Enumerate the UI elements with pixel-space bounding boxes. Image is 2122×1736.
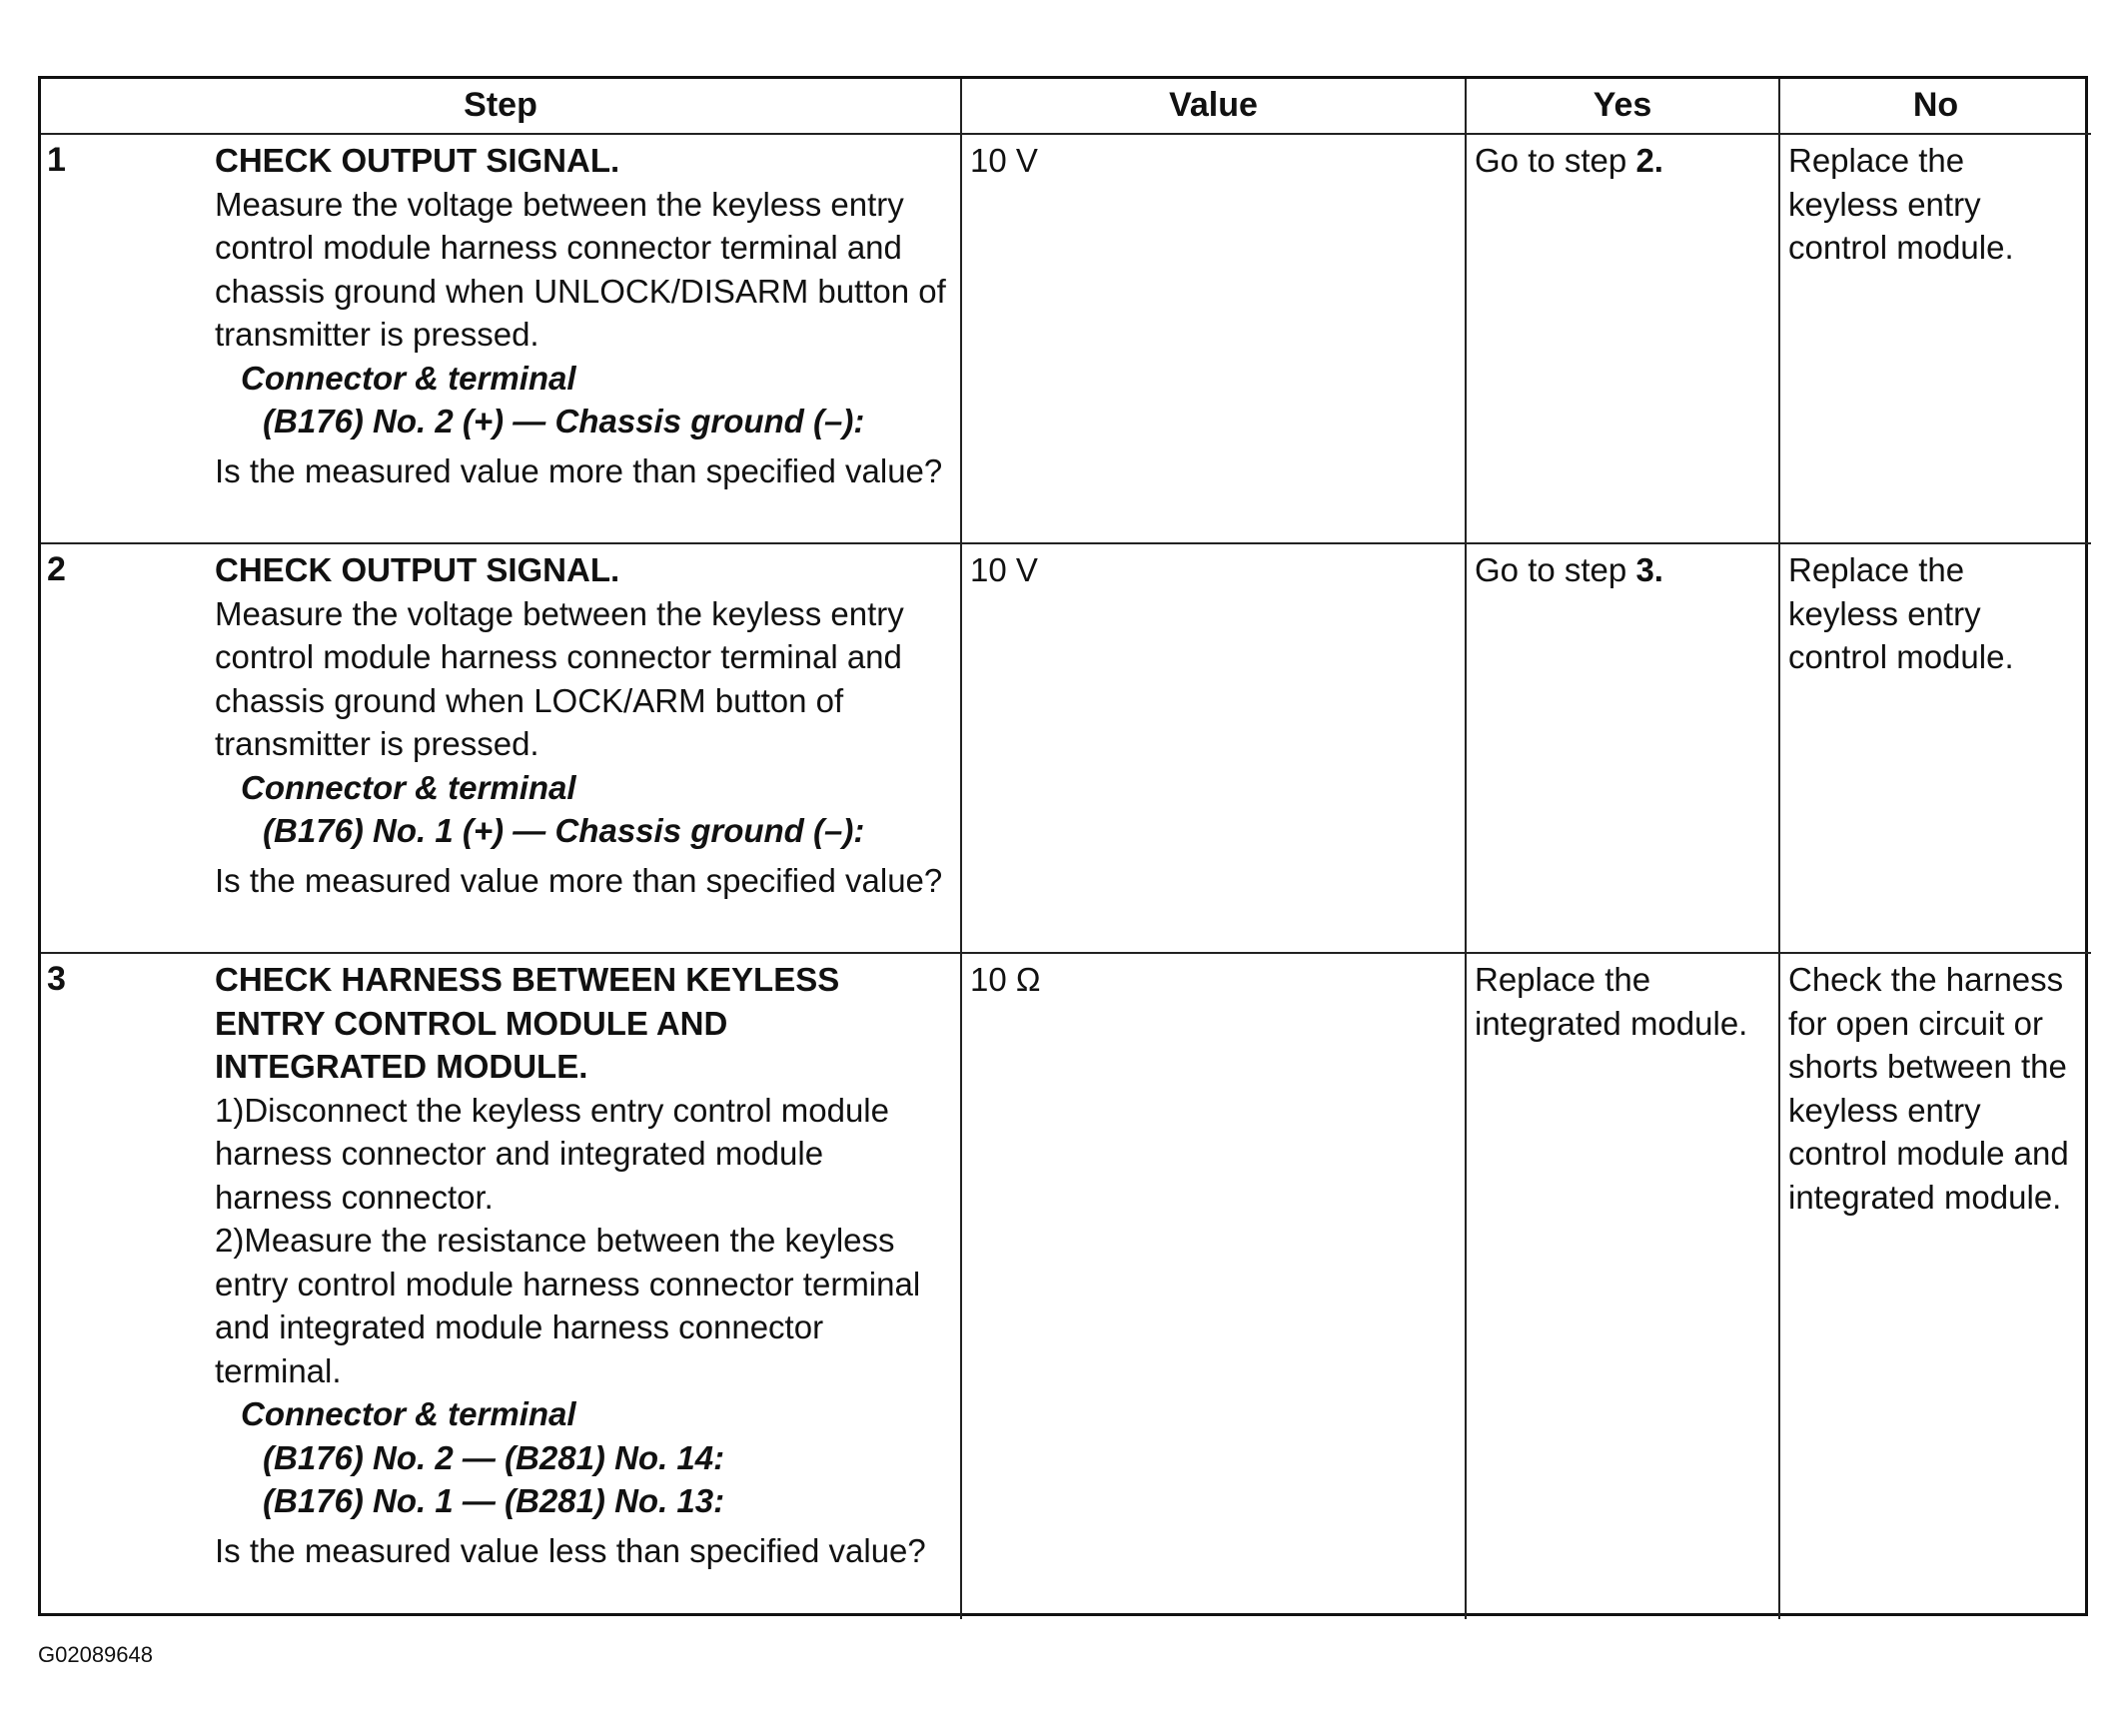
step-body: [215, 958, 948, 1572]
step-cell-3: [41, 954, 962, 1619]
diagnostic-table: [38, 76, 2088, 1616]
yes-step-link: 2.: [1635, 142, 1663, 179]
step-instruction: 1)Disconnect the keyless entry control module harness connector and integrated module harness connector.: [215, 1091, 889, 1216]
step-question: Is the measured value less than specified value?: [215, 1531, 926, 1569]
step-instruction: 2)Measure the resistance between the keyless entry control module harness connector terminal and integrated module harness connector terminal.: [215, 1222, 921, 1389]
no-cell-3: Check the harness for open circuit or shorts between the keyless entry control module and integrated module.: [1788, 961, 2069, 1216]
connector-item: (B176) No. 1 — (B281) No. 13:: [263, 1482, 725, 1519]
step-cell-1: [41, 135, 962, 544]
step-number: 1: [47, 141, 66, 179]
no-cell-1: Replace the keyless entry control module.: [1780, 135, 2091, 544]
step-instruction: Measure the voltage between the keyless entry control module harness connector terminal and chassis ground when LOCK/ARM button of transmitter is pressed.: [215, 594, 904, 762]
step-title: CHECK OUTPUT SIGNAL.: [215, 142, 620, 179]
header-step: Step: [41, 79, 962, 135]
step-cell-2: [41, 544, 962, 954]
header-yes: Yes: [1467, 79, 1780, 135]
step-number: 2: [47, 550, 66, 588]
no-cell-2: Replace the keyless entry control module.: [1780, 544, 2091, 954]
step-number: 3: [47, 960, 66, 998]
step-instruction: Measure the voltage between the keyless entry control module harness connector terminal and chassis ground when UNLOCK/DISARM button of transmitter is pressed.: [215, 185, 946, 353]
yes-text: Go to step: [1475, 551, 1636, 588]
value-cell-1: 10 V: [962, 135, 1467, 544]
figure-id-caption: G02089648: [38, 1642, 153, 1667]
connector-item: (B176) No. 2 (+) — Chassis ground (–):: [263, 403, 865, 439]
yes-cell-3: Replace the integrated module.: [1467, 954, 1780, 1619]
step-title: CHECK OUTPUT SIGNAL.: [215, 551, 620, 588]
step-question: Is the measured value more than specified value?: [215, 451, 943, 489]
step-question: Is the measured value more than specified value?: [215, 861, 943, 899]
header-value: Value: [962, 79, 1467, 135]
connector-item: (B176) No. 1 (+) — Chassis ground (–):: [263, 812, 865, 849]
step-body: [215, 548, 948, 902]
step-body: [215, 139, 948, 492]
step-title: CHECK HARNESS BETWEEN KEYLESS ENTRY CONTROL MODULE AND INTEGRATED MODULE.: [215, 961, 840, 1085]
value-cell-2: 10 V: [962, 544, 1467, 954]
yes-step-link: 3.: [1635, 551, 1663, 588]
connector-heading: Connector & terminal: [241, 768, 576, 806]
connector-heading: Connector & terminal: [241, 1395, 576, 1432]
header-no: No: [1780, 79, 2091, 135]
yes-cell-1: [1467, 135, 1780, 544]
yes-cell-2: [1467, 544, 1780, 954]
connector-heading: Connector & terminal: [241, 359, 576, 397]
connector-item: (B176) No. 2 — (B281) No. 14:: [263, 1438, 725, 1476]
value-cell-3: 10 Ω: [962, 954, 1467, 1619]
yes-text: Go to step: [1475, 142, 1636, 179]
